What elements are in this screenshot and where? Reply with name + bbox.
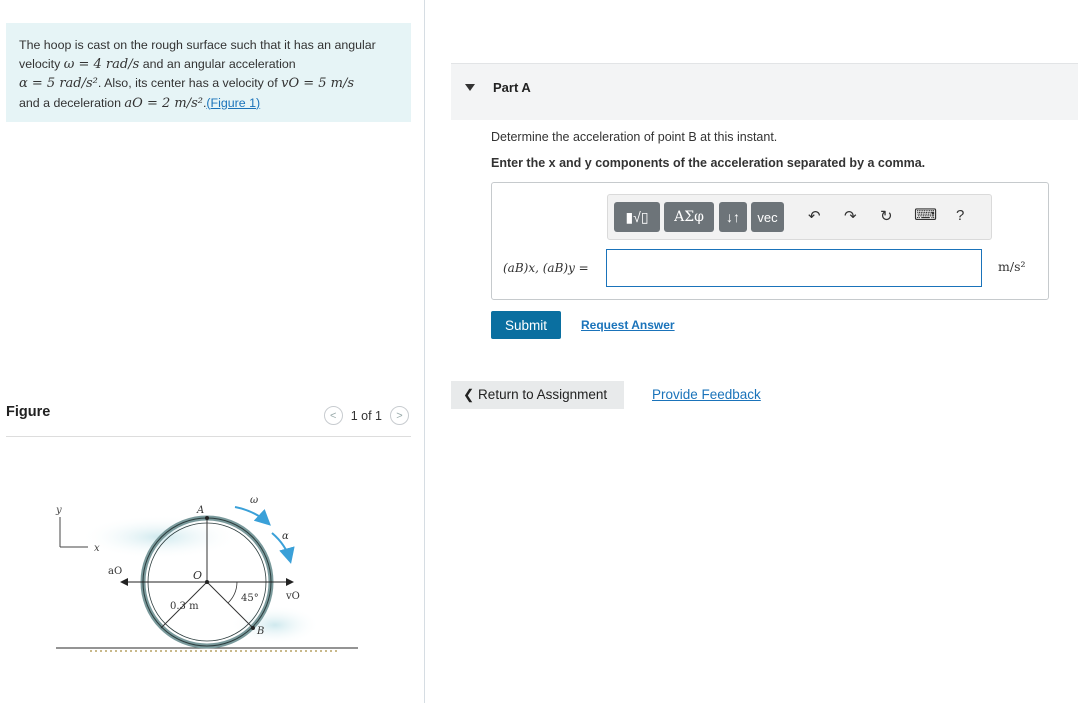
templates-button[interactable] — [614, 202, 660, 232]
collapse-triangle-icon — [465, 84, 475, 91]
redo-icon[interactable]: ↷ — [844, 208, 857, 225]
hoop-figure — [50, 495, 370, 665]
keyboard-icon[interactable]: ⌨ — [914, 207, 938, 224]
text: . Also, its center has a velocity of — [97, 76, 282, 90]
part-label: Part A — [493, 80, 531, 95]
answer-label-text: (aB)x, (aB)y = — [503, 261, 589, 275]
velocity-value: vO = 5 m/s — [281, 76, 355, 91]
submit-button[interactable]: Submit — [491, 311, 561, 339]
return-to-assignment-button[interactable]: ❮ Return to Assignment — [451, 381, 624, 409]
greek-icon: ΑΣφ — [674, 209, 704, 225]
units-label: m/s² — [998, 259, 1026, 274]
vec-button[interactable] — [751, 202, 784, 232]
problem-line-4 — [19, 94, 398, 114]
omega-value: ω = 4 rad/s — [63, 56, 140, 72]
answer-box — [491, 182, 1049, 300]
undo-icon[interactable]: ↶ — [808, 208, 821, 225]
point-B — [251, 626, 255, 630]
arrows-button[interactable] — [719, 202, 747, 232]
figure-link[interactable]: (Figure 1) — [206, 95, 261, 110]
label-A: A — [197, 505, 205, 516]
chevron-right-icon: > — [396, 409, 403, 422]
figure-pager — [324, 406, 409, 425]
label-aO: aO — [108, 566, 123, 577]
angle-arc — [228, 582, 237, 603]
label-omega: ω — [250, 495, 259, 506]
text: velocity — [19, 56, 64, 71]
chevron-left-icon: < — [330, 409, 337, 422]
help-icon[interactable]: ? — [956, 207, 965, 224]
pager-text: 1 of 1 — [350, 408, 382, 423]
answer-input[interactable] — [606, 249, 982, 287]
label-alpha: α — [282, 531, 289, 542]
part-a-header[interactable] — [451, 63, 1078, 120]
omega-arrow — [235, 507, 268, 523]
prev-figure-button[interactable] — [324, 406, 343, 425]
radius-to-B — [207, 582, 253, 628]
request-answer-link[interactable]: Request Answer — [581, 318, 675, 332]
label-O: O — [193, 569, 203, 582]
text: and an angular acceleration — [139, 56, 296, 71]
reset-icon[interactable]: ↻ — [880, 208, 893, 225]
label-B: B — [257, 626, 265, 637]
label-vO: vO — [286, 591, 300, 602]
point-A — [205, 516, 209, 520]
question-text: Determine the acceleration of point B at this instant. — [491, 130, 778, 144]
deceleration-value: aO = 2 m/s² — [124, 95, 203, 111]
problem-line-1: The hoop is cast on the rough surface such that it has an angular — [19, 38, 376, 52]
next-figure-button[interactable] — [390, 406, 409, 425]
math-toolbar — [607, 194, 992, 240]
figure-title: Figure — [6, 404, 51, 420]
text: . — [202, 95, 207, 110]
templates-icon: ▮√▯ — [625, 208, 649, 225]
answer-label — [503, 261, 589, 275]
figure-header — [6, 400, 411, 437]
greek-button[interactable] — [664, 202, 714, 232]
label-radius: 0.3 m — [170, 601, 199, 612]
x-axis-label: x — [94, 543, 100, 554]
problem-statement — [6, 23, 411, 122]
y-axis-label: y — [56, 505, 62, 516]
motion-shading — [230, 605, 320, 645]
label-angle: 45° — [241, 593, 259, 604]
left-panel — [0, 0, 425, 703]
problem-line-2 — [19, 55, 398, 75]
alpha-value: α = 5 rad/s² — [19, 76, 98, 91]
vec-label: vec — [757, 209, 778, 225]
instruction-text: Enter the x and y components of the acceleration separated by a comma. — [491, 156, 926, 170]
swap-arrows-icon: ↓↑ — [726, 209, 740, 225]
problem-line-3 — [19, 74, 398, 94]
provide-feedback-link[interactable]: Provide Feedback — [652, 387, 761, 402]
text: and a deceleration — [19, 95, 125, 110]
